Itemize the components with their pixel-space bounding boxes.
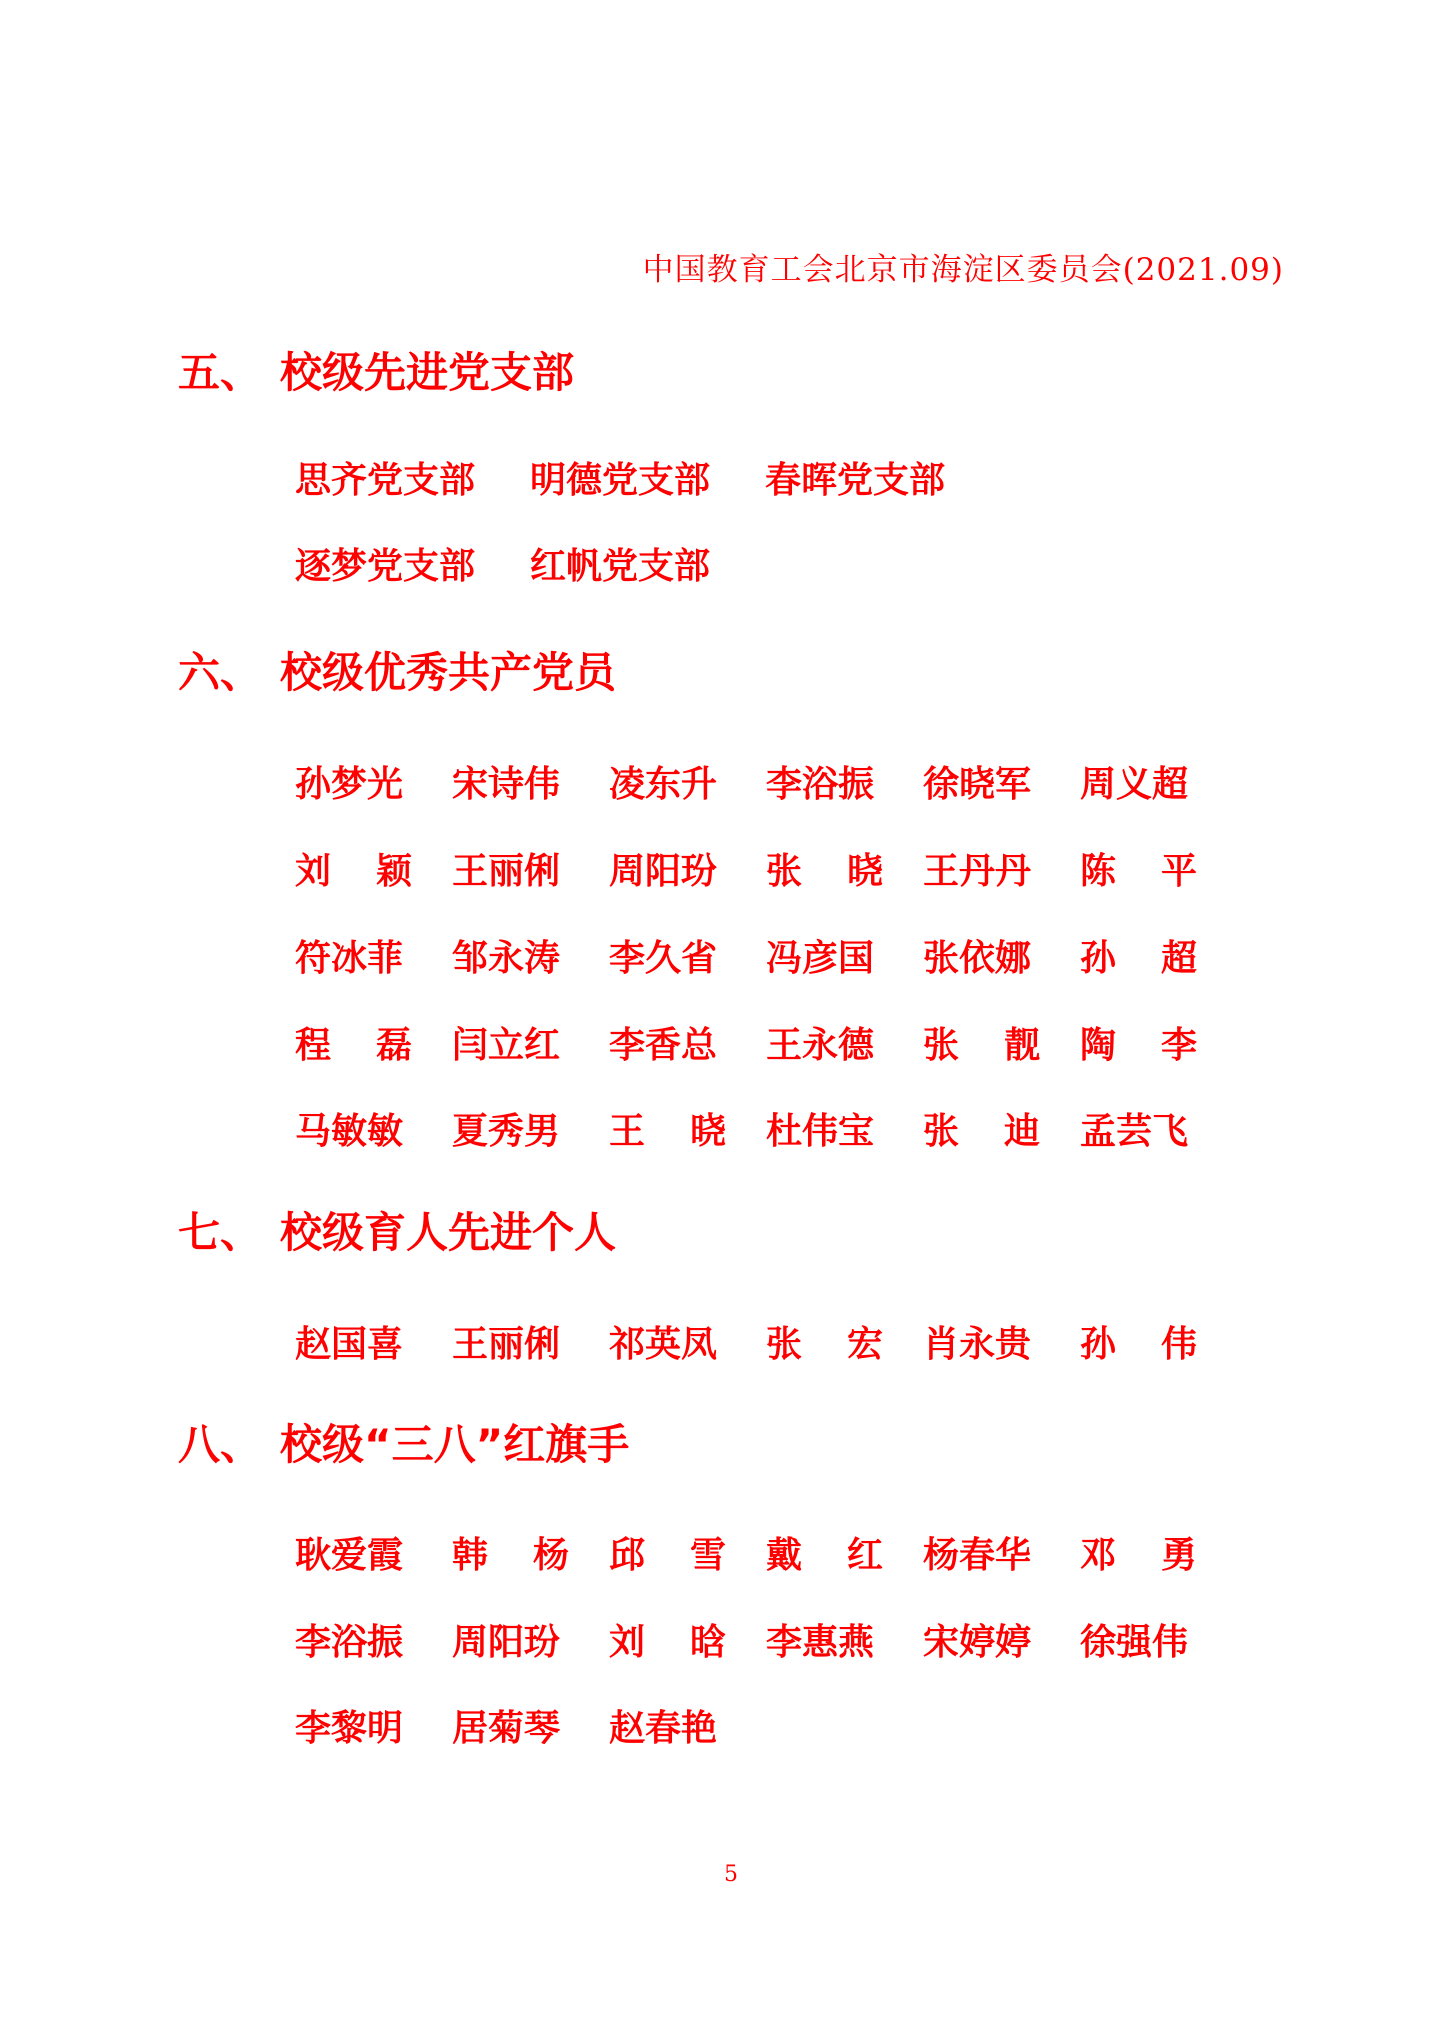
section-title-6 <box>178 640 616 700</box>
person-name: 周阳玢 <box>452 1622 561 1663</box>
person-name: 夏秀男 <box>452 1111 561 1152</box>
person-name: 李惠燕 <box>766 1622 875 1663</box>
person-name: 陶 李 <box>1080 1025 1197 1066</box>
person-name: 孟芸飞 <box>1080 1111 1189 1152</box>
name-row <box>295 1103 1237 1154</box>
person-name: 戴 红 <box>766 1535 883 1576</box>
person-name: 孙 伟 <box>1080 1324 1197 1365</box>
person-name: 邱 雪 <box>609 1535 726 1576</box>
person-name: 邹永涛 <box>452 938 561 979</box>
section-number: 五、 <box>178 348 263 397</box>
section-number: 七、 <box>178 1208 263 1257</box>
person-name: 赵春艳 <box>609 1708 718 1749</box>
branch-name: 思齐党支部 <box>295 460 476 501</box>
person-name: 张 靓 <box>923 1025 1040 1066</box>
branch-row <box>295 538 765 589</box>
person-name: 李浴振 <box>295 1622 404 1663</box>
issuer-header: 中国教育工会北京市海淀区委员会(2021.09) <box>642 252 1284 288</box>
person-name: 程 磊 <box>295 1025 412 1066</box>
person-name: 王丽俐 <box>452 1324 561 1365</box>
person-name: 张 迪 <box>923 1111 1040 1152</box>
person-name: 王 晓 <box>609 1111 726 1152</box>
person-name: 王永德 <box>766 1025 875 1066</box>
section-title-8 <box>178 1412 629 1472</box>
name-row <box>295 1527 1237 1578</box>
section-title-7 <box>178 1200 616 1260</box>
person-name: 赵国喜 <box>295 1324 404 1365</box>
person-name: 杜伟宝 <box>766 1111 875 1152</box>
person-name: 宋诗伟 <box>452 764 561 805</box>
name-row <box>295 756 1237 807</box>
person-name: 闫立红 <box>452 1025 561 1066</box>
person-name: 邓 勇 <box>1080 1535 1197 1576</box>
name-row <box>295 930 1237 981</box>
name-row <box>295 1316 1237 1367</box>
person-name: 张 晓 <box>766 851 883 892</box>
person-name: 李久省 <box>609 938 718 979</box>
section-heading: 校级优秀共产党员 <box>280 648 617 697</box>
person-name: 李香总 <box>609 1025 718 1066</box>
person-name: 王丹丹 <box>923 851 1032 892</box>
section-number: 六、 <box>178 648 263 697</box>
branch-row <box>295 452 1000 503</box>
section-heading: 校级先进党支部 <box>280 348 575 397</box>
person-name: 凌东升 <box>609 764 718 805</box>
person-name: 陈 平 <box>1080 851 1197 892</box>
name-row <box>295 1700 766 1751</box>
person-name: 徐强伟 <box>1080 1622 1189 1663</box>
section-title-5 <box>178 340 574 400</box>
person-name: 孙 超 <box>1080 938 1197 979</box>
name-row <box>295 1017 1237 1068</box>
page-number: 5 <box>724 1862 738 1887</box>
section-heading: 校级育人先进个人 <box>280 1208 617 1257</box>
name-row <box>295 843 1237 894</box>
person-name: 符冰菲 <box>295 938 404 979</box>
section-heading: 校级“三八”红旗手 <box>280 1420 630 1469</box>
person-name: 马敏敏 <box>295 1111 404 1152</box>
person-name: 居菊琴 <box>452 1708 561 1749</box>
person-name: 耿爱霞 <box>295 1535 404 1576</box>
person-name: 张依娜 <box>923 938 1032 979</box>
person-name: 王丽俐 <box>452 851 561 892</box>
person-name: 祁英凤 <box>609 1324 718 1365</box>
branch-name: 明德党支部 <box>530 460 711 501</box>
person-name: 周阳玢 <box>609 851 718 892</box>
person-name: 周义超 <box>1080 764 1189 805</box>
person-name: 宋婷婷 <box>923 1622 1032 1663</box>
person-name: 刘 晗 <box>609 1622 726 1663</box>
person-name: 杨春华 <box>923 1535 1032 1576</box>
person-name: 冯彦国 <box>766 938 875 979</box>
name-row <box>295 1614 1237 1665</box>
branch-name: 春晖党支部 <box>765 460 946 501</box>
person-name: 韩 杨 <box>452 1535 569 1576</box>
person-name: 孙梦光 <box>295 764 404 805</box>
branch-name: 逐梦党支部 <box>295 546 476 587</box>
person-name: 刘 颖 <box>295 851 412 892</box>
person-name: 肖永贵 <box>923 1324 1032 1365</box>
person-name: 李浴振 <box>766 764 875 805</box>
branch-name: 红帆党支部 <box>530 546 711 587</box>
person-name: 李黎明 <box>295 1708 404 1749</box>
person-name: 徐晓军 <box>923 764 1032 805</box>
section-number: 八、 <box>178 1420 263 1469</box>
person-name: 张 宏 <box>766 1324 883 1365</box>
